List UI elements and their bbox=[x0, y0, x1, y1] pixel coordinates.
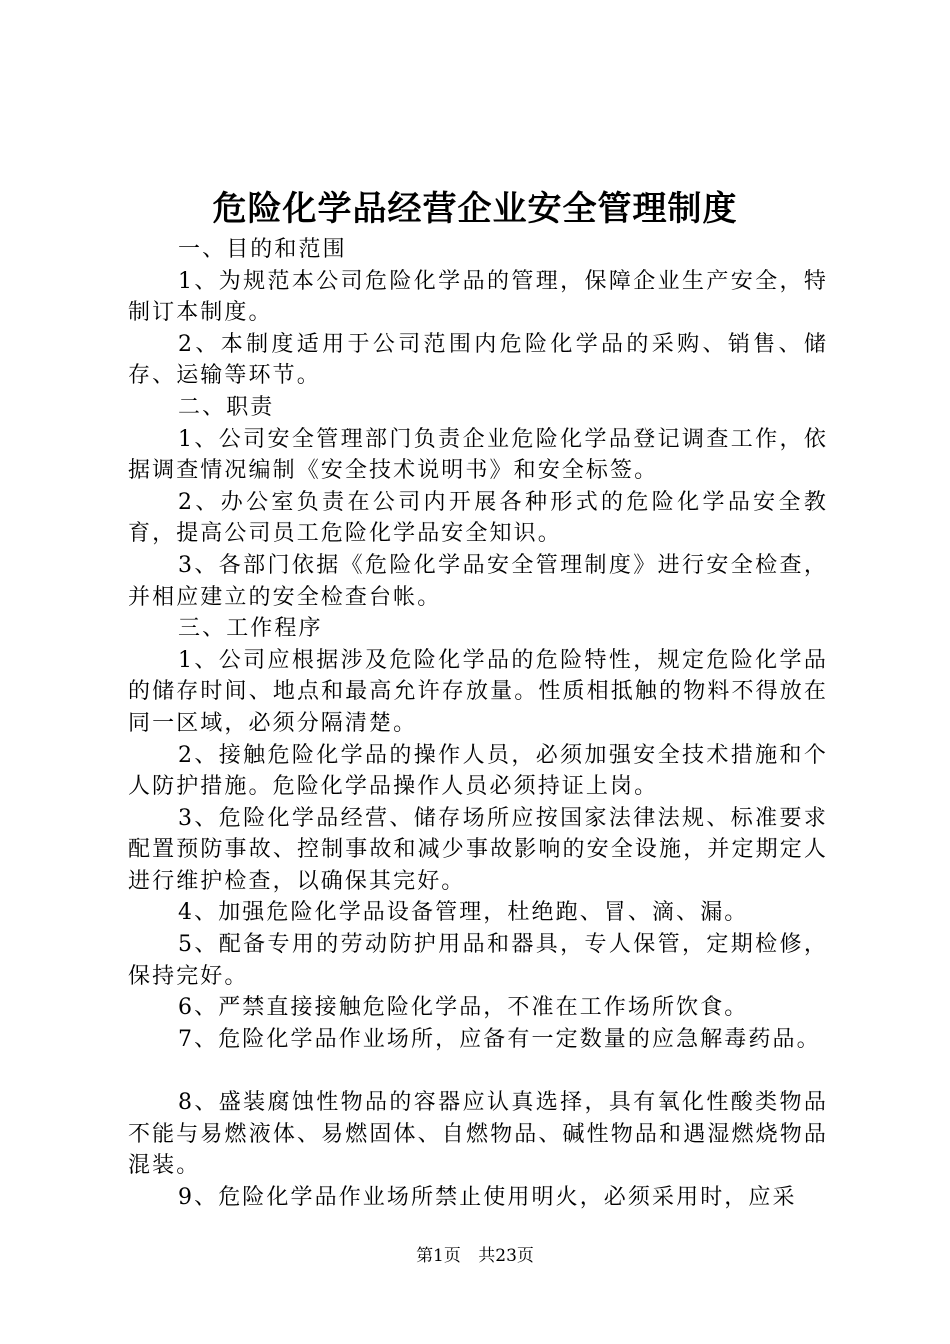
paragraph: 1、公司安全管理部门负责企业危险化学品登记调查工作，依据调查情况编制《安全技术说明书》和安全标签。 bbox=[128, 426, 828, 484]
paragraph: 1、为规范本公司危险化学品的管理，保障企业生产安全，特制订本制度。 bbox=[128, 268, 828, 326]
section-heading: 三、工作程序 bbox=[178, 616, 323, 642]
paragraph: 2、办公室负责在公司内开展各种形式的危险化学品安全教育，提高公司员工危险化学品安全知识。 bbox=[128, 489, 828, 547]
blank-line bbox=[128, 1055, 828, 1087]
section-heading: 一、目的和范围 bbox=[178, 237, 347, 262]
paragraph: 2、本制度适用于公司范围内危险化学品的采购、销售、储存、运输等环节。 bbox=[128, 331, 828, 389]
paragraph: 1、公司应根据涉及危险化学品的危险特性，规定危险化学品的储存时间、地点和最高允许存放量。性质相抵触的物料不得放在同一区域，必须分隔清楚。 bbox=[128, 647, 828, 736]
document-title: 危险化学品经营企业安全管理制度 bbox=[212, 189, 738, 229]
paragraph: 9、危险化学品作业场所禁止使用明火，必须采用时，应采 bbox=[178, 1184, 797, 1210]
paragraph: 8、盛装腐蚀性物品的容器应认真选择，具有氧化性酸类物品不能与易燃液体、易燃固体、自燃物品、碱性物品和遇湿燃烧物品混装。 bbox=[128, 1090, 828, 1179]
paragraph: 3、危险化学品经营、储存场所应按国家法律法规、标准要求配置预防事故、控制事故和减少事故影响的安全设施，并定期定人进行维护检查，以确保其完好。 bbox=[128, 805, 828, 894]
page-total: 共23页 bbox=[478, 1246, 534, 1266]
paragraph: 6、严禁直接接触危险化学品，不准在工作场所饮食。 bbox=[178, 995, 749, 1021]
section-heading: 二、职责 bbox=[178, 394, 275, 420]
page-number: 第1页 bbox=[416, 1246, 461, 1266]
paragraph: 3、各部门依据《危险化学品安全管理制度》进行安全检查，并相应建立的安全检查台帐。 bbox=[128, 552, 828, 610]
paragraph: 2、接触危险化学品的操作人员，必须加强安全技术措施和个人防护措施。危险化学品操作人员必须持证上岗。 bbox=[128, 742, 828, 800]
paragraph: 7、危险化学品作业场所，应备有一定数量的应急解毒药品。 bbox=[178, 1026, 821, 1052]
paragraph: 4、加强危险化学品设备管理，杜绝跑、冒、滴、漏。 bbox=[178, 900, 749, 926]
page-footer bbox=[0, 1244, 950, 1268]
document-body bbox=[128, 234, 828, 1213]
paragraph: 5、配备专用的劳动防护用品和器具，专人保管，定期检修，保持完好。 bbox=[128, 932, 828, 989]
